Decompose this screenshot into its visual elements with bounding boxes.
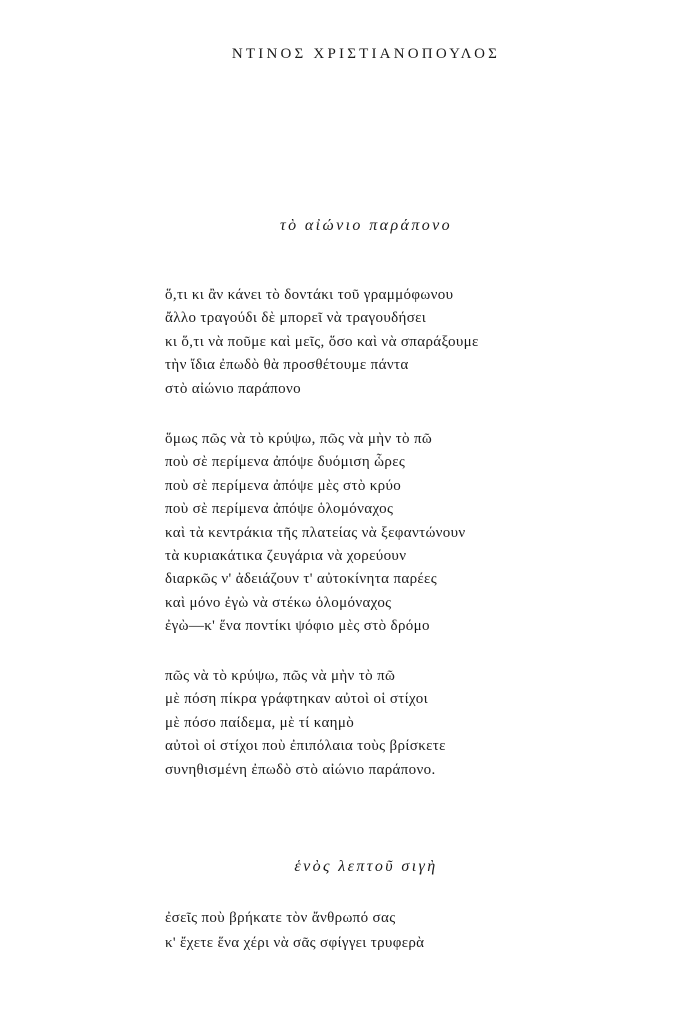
poem-line: ὅ,τι κι ἂν κάνει τὸ δοντάκι τοῦ γραμμόφωνου — [165, 287, 454, 303]
poem-line: ποὺ σὲ περίμενα ἀπόψε μὲς στὸ κρύο — [165, 477, 402, 494]
poem-title: τὸ αἰώνιο παράπονο — [279, 217, 453, 234]
stanza — [165, 284, 479, 401]
poem-line: καὶ τὰ κεντράκια τῆς πλατείας νὰ ξεφαντώνουν — [165, 524, 466, 541]
poem-line: ἄλλο τραγούδι δὲ μπορεῖ νὰ τραγουδήσει — [165, 310, 427, 327]
poem-line: αὐτοὶ οἱ στίχοι ποὺ ἐπιπόλαια τοὺς βρίσκετε — [165, 738, 446, 755]
poem-line: ὅμως πῶς νὰ τὸ κρύψω, πῶς νὰ μὴν τὸ πῶ — [165, 431, 433, 447]
poem-line: ἐσεῖς ποὺ βρήκατε τὸν ἄνθρωπό σας — [165, 910, 396, 926]
stanza — [165, 428, 466, 639]
poem-line: τὰ κυριακάτικα ζευγάρια νὰ χορεύουν — [165, 548, 407, 565]
poem-line: διαρκῶς ν' ἀδειάζουν τ' αὐτοκίνητα παρέες — [165, 571, 437, 588]
poem-line: ποὺ σὲ περίμενα ἀπόψε δυόμιση ὧρες — [165, 454, 406, 471]
poem-line: συνηθισμένη ἐπωδὸ στὸ αἰώνιο παράπονο. — [165, 761, 436, 778]
poem-line: μὲ πόσο παίδεμα, μὲ τί καημὸ — [165, 714, 355, 731]
poem-line: στὸ αἰώνιο παράπονο — [165, 380, 301, 397]
poem-line: πῶς νὰ τὸ κρύψω, πῶς νὰ μὴν τὸ πῶ — [165, 668, 396, 684]
poem-line: κι ὅ,τι νὰ ποῦμε καὶ μεῖς, ὅσο καὶ νὰ σπαράξουμε — [165, 333, 479, 350]
poem-line: ποὺ σὲ περίμενα ἀπόψε ὁλομόναχος — [165, 501, 394, 518]
author-running-head: ΝΤΙΝΟΣ ΧΡΙΣΤΙΑΝΟΠΟΥΛΟΣ — [231, 46, 501, 62]
poem-line: τὴν ἴδια ἐπωδὸ θὰ προσθέτουμε πάντα — [165, 357, 409, 374]
poem-line: καὶ μόνο ἐγὼ νὰ στέκω ὁλομόναχος — [165, 594, 392, 611]
poem-line: ἐγὼ—κ' ἕνα ποντίκι ψόφιο μὲς στὸ δρόμο — [165, 618, 430, 635]
poem-line: κ' ἔχετε ἕνα χέρι νὰ σᾶς σφίγγει τρυφερὰ — [165, 934, 425, 951]
poem-line: μὲ πόση πίκρα γράφτηκαν αὐτοὶ οἱ στίχοι — [165, 691, 428, 708]
stanza — [165, 906, 424, 955]
poem-title: ἑνὸς λεπτοῦ σιγὴ — [294, 858, 438, 875]
stanza — [165, 665, 446, 782]
